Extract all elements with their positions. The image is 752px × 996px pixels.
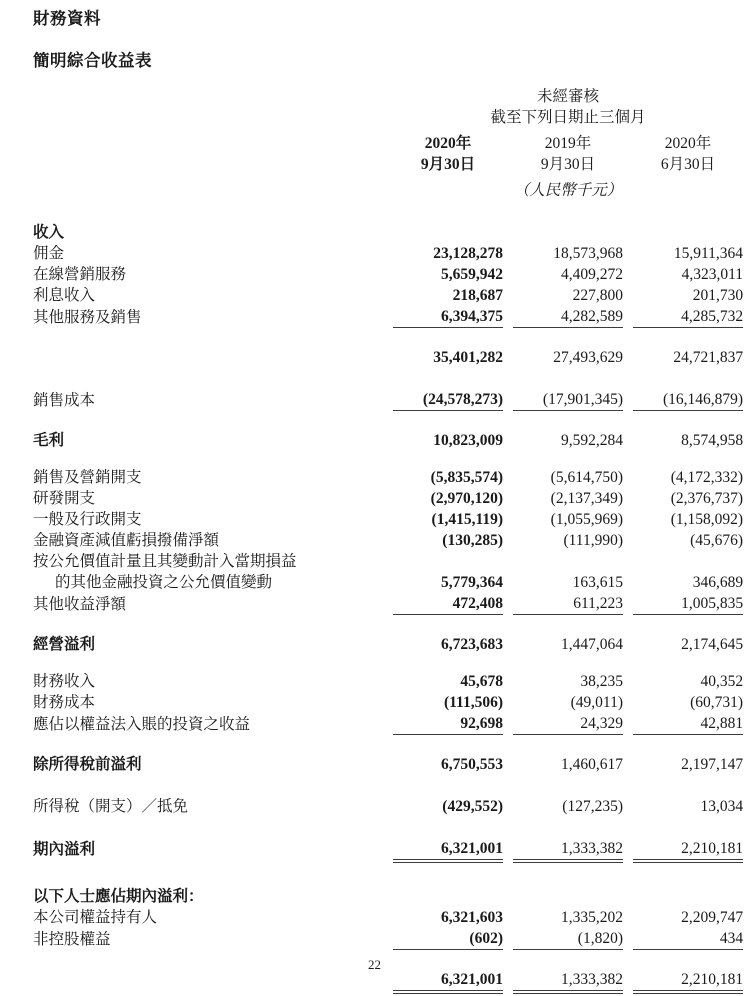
profit-before-tax-col1: 6,750,553 [441,756,503,773]
equity-holders-col2: 1,335,202 [561,909,623,926]
table-row [33,530,743,551]
income-tax-col1: (429,552) [442,798,503,815]
period-label: 截至下列日期止三個月 [490,109,646,126]
admin-col3: (1,158,092) [670,511,744,528]
table-row [33,969,743,991]
table-row [33,796,743,817]
row-label-finance-income: 財務收入 [33,673,96,690]
table-row [33,886,743,907]
attributable-total-col1: 6,321,001 [393,969,503,991]
equity-investments-col3: 42,881 [700,715,744,732]
income-tax-col3: 13,034 [700,798,744,815]
table-row [33,754,743,775]
subtotal-rule-row [33,615,743,625]
subtotal-rule-row [33,328,743,338]
row-label-online-marketing: 在線營銷服務 [33,266,127,283]
row-label-commission: 佣金 [33,245,65,262]
subtotal-rule-row [33,950,743,960]
table-row [33,306,743,328]
statement-title: 簡明綜合收益表 [33,51,152,70]
rnd-col1: (2,970,120) [430,490,503,507]
row-label-profit-for-period: 期內溢利 [33,840,96,858]
selling-marketing-col2: (5,614,750) [550,469,623,486]
row-label-other-gains: 其他收益淨額 [33,595,127,613]
row-label-gross-profit: 毛利 [33,432,65,449]
table-row [33,634,743,655]
rule-col1 [393,411,503,421]
non-controlling-col2: (1,820) [577,930,623,947]
rule-col2 [513,411,623,421]
non-controlling-col3: 434 [719,930,744,947]
rule-col1 [393,328,503,338]
operating-profit-col2: 1,447,064 [561,636,623,653]
impairment-col1: (130,285) [442,532,503,549]
gross-profit-col1: 10,823,009 [433,432,503,449]
cost-of-sales-col3: (16,146,879) [662,391,744,408]
column-1-year: 2020年 [424,135,472,152]
online-marketing-col2: 4,409,272 [561,266,623,283]
row-label-selling-marketing: 銷售及營銷開支 [33,469,142,486]
profit-for-period-col3: 2,210,181 [633,838,743,860]
row-label-operating-profit: 經營溢利 [33,636,96,653]
column-2-year: 2019年 [544,135,592,152]
fair-value-col1: 5,779,364 [441,574,503,591]
table-row [33,671,743,692]
row-label-rnd: 研發開支 [33,490,96,507]
rule-col3 [633,615,743,625]
row-label-admin: 一般及行政開支 [33,511,142,528]
column-3-date: 6月30日 [660,156,716,173]
attributable-total-col3: 2,210,181 [633,969,743,991]
table-header-period-row [33,107,743,128]
admin-col2: (1,055,969) [550,511,623,528]
interest-income-col1: 218,687 [452,287,503,304]
row-label-non-controlling: 非控股權益 [33,930,111,948]
rule-col3 [633,328,743,338]
online-marketing-col1: 5,659,942 [441,266,503,283]
other-services-col1: 6,394,375 [441,308,503,325]
equity-investments-col2: 24,329 [580,715,623,732]
rule-col3 [633,411,743,421]
commission-col3: 15,911,364 [673,245,744,262]
profit-before-tax-col2: 1,460,617 [561,756,623,773]
rule-col2 [513,615,623,625]
table-row [33,572,743,593]
equity-holders-col1: 6,321,603 [441,909,503,926]
other-gains-col3: 1,005,835 [681,595,744,612]
gross-profit-col2: 9,592,284 [561,432,623,449]
subtotal-rule-row [33,735,743,745]
impairment-col3: (45,676) [690,532,744,549]
operating-profit-col1: 6,723,683 [441,636,503,653]
table-row [33,488,743,509]
page-title: 財務資料 [33,9,101,28]
income-tax-col2: (127,235) [562,798,623,815]
currency-note-row [33,181,743,201]
row-label-cost-of-sales: 銷售成本 [33,391,96,409]
other-services-col3: 4,285,732 [681,308,744,325]
table-row [33,222,743,243]
subtotal-rule-row [33,411,743,421]
rnd-col3: (2,376,737) [670,490,744,507]
other-gains-col1: 472,408 [452,595,503,612]
rule-col3 [633,950,743,960]
interest-income-col2: 227,800 [572,287,623,304]
impairment-col2: (111,990) [563,532,623,549]
table-row [33,551,743,572]
profit-for-period-col2: 1,333,382 [513,838,623,860]
profit-for-period-col1: 6,321,001 [393,838,503,860]
rule-col1 [393,950,503,960]
row-label-impairment: 金融資產減值虧損撥備淨額 [33,532,220,549]
interest-income-col3: 201,730 [692,287,744,304]
row-label-revenue-section: 收入 [33,224,65,241]
equity-investments-col1: 92,698 [460,715,503,732]
row-label-profit-before-tax: 除所得稅前溢利 [33,756,142,773]
row-label-fair-value-line2: 的其他金融投資之公允價值變動 [55,574,273,591]
finance-cost-col2: (49,011) [570,694,623,711]
commission-col2: 18,573,968 [553,245,623,262]
rule-col2 [513,735,623,745]
table-row [33,593,743,615]
equity-holders-col3: 2,209,747 [681,909,744,926]
row-label-finance-cost: 財務成本 [33,694,96,711]
table-header-year-row [33,133,743,154]
other-services-col2: 4,282,589 [561,308,623,325]
revenue-total-col3: 24,721,837 [673,349,744,366]
rule-col3 [633,735,743,745]
finance-income-col1: 45,678 [460,673,503,690]
finance-cost-col3: (60,731) [690,694,744,711]
revenue-total-col2: 27,493,629 [553,349,623,366]
finance-income-col3: 40,352 [700,673,744,690]
admin-col1: (1,415,119) [431,511,503,528]
page-number: 22 [368,957,381,972]
table-row [33,389,743,411]
non-controlling-col1: (602) [469,930,503,947]
finance-cost-col1: (111,506) [444,694,503,711]
row-label-attributable-header: 以下人士應佔期內溢利： [33,888,204,905]
table-row [33,243,743,264]
selling-marketing-col1: (5,835,574) [430,469,503,486]
revenue-total-col1: 35,401,282 [433,349,503,366]
rule-col1 [393,615,503,625]
cost-of-sales-col2: (17,901,345) [542,391,623,408]
commission-col1: 23,128,278 [433,245,503,262]
table-row [33,838,743,860]
row-label-income-tax: 所得稅（開支）／抵免 [33,798,189,815]
row-label-interest-income: 利息收入 [33,287,96,304]
table-row [33,928,743,950]
table-row [33,264,743,285]
online-marketing-col3: 4,323,011 [681,266,744,283]
table-row [33,713,743,735]
finance-income-col2: 38,235 [580,673,623,690]
gross-profit-col3: 8,574,958 [681,432,744,449]
currency-note: （人民幣千元） [513,182,623,199]
selling-marketing-col3: (4,172,332) [670,469,744,486]
row-label-equity-holders: 本公司權益持有人 [33,909,158,926]
attributable-total-col2: 1,333,382 [513,969,623,991]
table-row [33,467,743,488]
audit-status-label: 未經審核 [537,88,600,105]
rnd-col2: (2,137,349) [550,490,623,507]
cost-of-sales-col1: (24,578,273) [422,391,503,408]
other-gains-col2: 611,223 [573,595,623,612]
column-1-date: 9月30日 [420,156,476,173]
table-header-audit-row [33,86,743,107]
column-3-year: 2020年 [664,135,712,152]
table-row [33,285,743,306]
column-2-date: 9月30日 [540,156,596,173]
table-row [33,692,743,713]
rule-col2 [513,950,623,960]
row-label-equity-investments: 應佔以權益法入賬的投資之收益 [33,715,251,733]
row-label-revenue-total [33,347,393,368]
fair-value-col3: 346,689 [692,574,744,591]
rule-col2 [513,328,623,338]
row-label-attributable-total [33,969,393,991]
table-row [33,430,743,451]
row-label-fair-value-line1: 按公允價值計量且其變動計入當期損益 [33,553,297,570]
table-row [33,509,743,530]
income-statement-table [33,86,743,996]
table-row [33,347,743,368]
table-header-date-row [33,154,743,175]
profit-before-tax-col3: 2,197,147 [681,756,744,773]
rule-col1 [393,735,503,745]
table-row [33,907,743,928]
row-label-other-services: 其他服務及銷售 [33,308,142,326]
operating-profit-col3: 2,174,645 [681,636,744,653]
fair-value-col2: 163,615 [572,574,623,591]
